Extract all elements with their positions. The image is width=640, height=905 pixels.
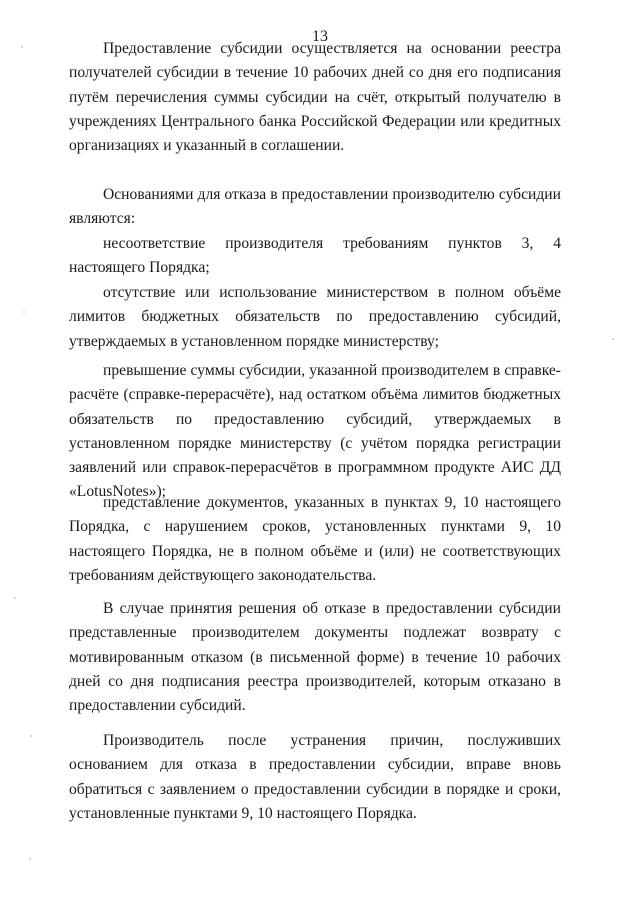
paragraph-refusal-grounds: Основаниями для отказа в предоставлении производителю субсидии являются: — [69, 186, 561, 228]
paragraph-1-block — [69, 37, 561, 158]
paragraph-6-block — [69, 491, 561, 588]
list-item-document-violations: представление документов, указанных в пунктах 9, 10 настоящего Порядка, с нарушением сроков, установленных пунктами 9, 10 настоящего Порядка, не в полном объёме и (или) не соответствующих требованиям действующего законодательства. — [69, 494, 561, 584]
page-number: 13 — [312, 28, 328, 45]
paragraph-8-block — [69, 729, 561, 826]
paragraph-3-block — [69, 232, 561, 281]
scan-speck — [29, 858, 31, 860]
scan-speck — [612, 338, 614, 340]
paragraph-7-block — [69, 597, 561, 718]
scan-speck — [30, 735, 32, 737]
list-item-noncompliance: несоответствие производителя требованиям пунктов 3, 4 настоящего Порядка; — [69, 235, 561, 277]
scan-speck — [23, 311, 25, 313]
paragraph-subsidy-provision: Предоставление субсидии осуществляется на основании реестра получателей субсидии в течение 10 рабочих дней со дня его подписания путём перечисления суммы субсидии на счёт, открытый получателю в учреждениях Центрального банка Российской Федерации или кредитных организациях и указанный в соглашении. — [69, 40, 561, 155]
paragraph-reapplication: Производитель после устранения причин, послуживших основанием для отказа в предоставлении субсидии, вправе вновь обратиться с заявлением о предоставлении субсидии в порядке и сроки, установленные пунктами 9, 10 настоящего Порядка. — [69, 732, 561, 822]
list-item-amount-excess: превышение суммы субсидии, указанной производителем в справке-расчёте (справке-перерасчёте), над остатком объёма лимитов бюджетных обязательств по предоставлению субсидий, утверждаемых в установленном порядке министерству (с учётом порядка регистрации заявлений или справок-перерасчётов в программном продукте АИС ДД «LotusNotes»); — [69, 362, 561, 501]
paragraph-5-block — [69, 359, 561, 505]
scan-speck — [14, 597, 16, 599]
list-item-budget-limits: отсутствие или использование министерством в полном объёме лимитов бюджетных обязательств по предоставлению субсидий, утверждаемых в установленном порядке министерству; — [69, 284, 561, 350]
paragraph-4-block — [69, 281, 561, 354]
scan-speck — [21, 46, 23, 48]
paragraph-refusal-decision: В случае принятия решения об отказе в предоставлении субсидии представленные производителем документы подлежат возврату с мотивированным отказом (в письменной форме) в течение 10 рабочих дней со дня подписания реестра производителей, которым отказано в предоставлении субсидий. — [69, 600, 561, 715]
paragraph-2-block — [69, 183, 561, 232]
